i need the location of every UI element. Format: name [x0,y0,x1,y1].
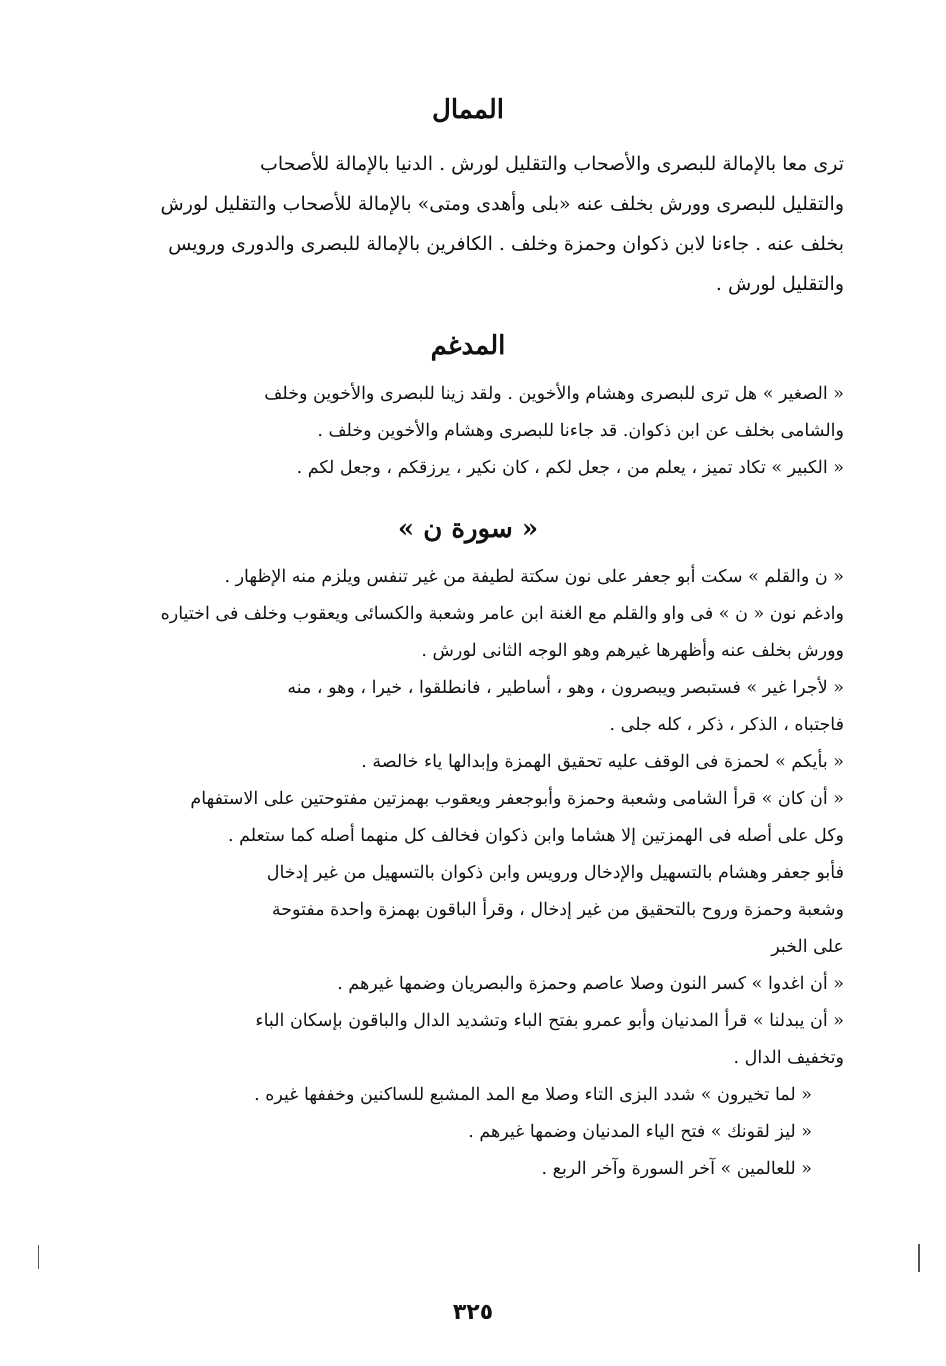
text-line: والتقليل للبصرى وورش بخلف عنه «بلى وأهدى ومتى» بالإمالة للأصحاب والتقليل لورش [160,193,844,215]
surah-heading: « سورة ن » [397,514,539,544]
page-number: ٣٢٥ [452,1300,494,1325]
text-line: وتخفيف الدال . [733,1048,844,1068]
text-line: وورش بخلف عنه وأظهرها غيرهم وهو الوجه الثانى لورش . [421,641,844,661]
text-line: « ن والقلم » سكت أبو جعفر على نون سكتة لطيفة من غير تنفس ويلزم منه الإظهار . [224,567,844,587]
text-line: « الصغير » هل ترى للبصرى وهشام والأخوين . ولقد زينا للبصرى والأخوين وخلف [264,384,844,404]
text-line: وشعبة وحمزة وروح بالتحقيق من غير إدخال ، وقرأ الباقون بهمزة واحدة مفتوحة [271,900,844,920]
text-line: على الخبر [771,937,844,957]
surah-paragraph [92,559,844,1188]
scan-margin-mark [38,1245,39,1269]
text-line: بخلف عنه . جاءنا لابن ذكوان وحمزة وخلف . الكافرين بالإمالة للبصرى والدورى ورويس [168,233,844,255]
text-line: « ليز لقونك » فتح الياء المدنيان وضمها غيرهم . [468,1122,812,1142]
text-line: وكل على أصله فى الهمزتين إلا هشاما وابن ذكوان فخالف كل منهما أصله كما ستعلم . [227,826,844,846]
text-line: « أن يبدلنا » قرأ المدنيان وأبو عمرو بفتح الباء وتشديد الدال والباقون بإسكان الباء [255,1011,844,1031]
section-heading-mumal: الممال [431,95,505,125]
text-line: « للعالمين » آخر السورة وآخر الربع . [541,1159,812,1179]
text-line: والتقليل لورش . [715,273,844,295]
section-heading-mudgham: المدغم [430,331,506,361]
mudgham-paragraph [92,376,844,487]
text-line: « أن كان » قرأ الشامى وشعبة وحمزة وأبوجعفر ويعقوب بهمزتين مفتوحتين على الاستفهام [190,789,844,809]
text-line: فاجتباه ، الذكر ، ذكر ، كله جلى . [609,715,844,735]
page-content [92,90,844,1188]
text-line: « لما تخيرون » شدد البزى التاء وصلا مع المد المشبع للساكنين وخففها غيره . [254,1085,812,1105]
text-line: فأبو جعفر وهشام بالتسهيل والإدخال ورويس وابن ذكوان بالتسهيل من غير إدخال [266,863,844,883]
mumal-paragraph [92,144,844,304]
text-line: « أن اغدوا » كسر النون وصلا عاصم وحمزة والبصريان وضمها غيرهم . [337,974,844,994]
scan-margin-mark [918,1244,920,1272]
text-line: ترى معا بالإمالة للبصرى والأصحاب والتقليل لورش . الدنيا بالإمالة للأصحاب [260,153,844,175]
text-line: « بأيكم » لحمزة فى الوقف عليه تحقيق الهمزة وإبدالها ياء خالصة . [361,752,844,772]
text-line: « الكبير » تكاد تميز ، يعلم من ، جعل لكم ، كان نكير ، يرزقكم ، وجعل لكم . [296,458,844,478]
text-line: والشامى بخلف عن ابن ذكوان. قد جاءنا للبصرى وهشام والأخوين وخلف . [317,421,844,441]
text-line: وادغم نون « ن » فى واو والقلم مع الغنة ابن عامر وشعبة والكسائى ويعقوب وخلف فى اختياره [160,604,844,624]
text-line: « لأجرا غير » فستبصر ويبصرون ، وهو ، أساطير ، فانطلقوا ، خيرا ، وهو ، منه [287,678,844,698]
